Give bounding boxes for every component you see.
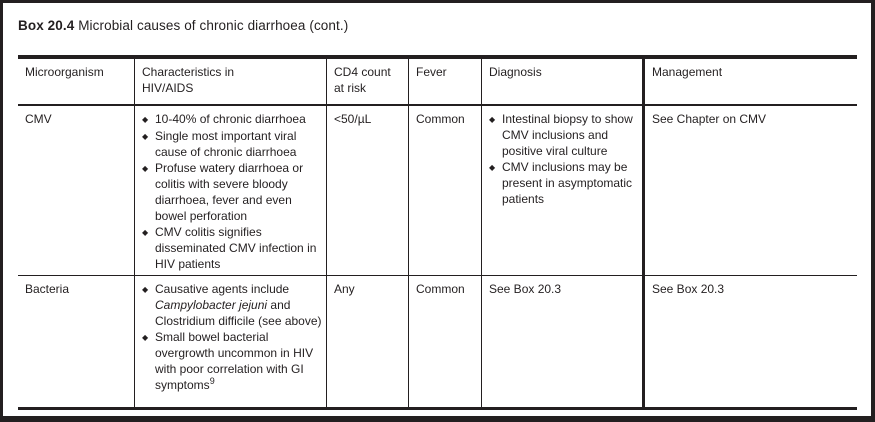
column-header [135, 59, 327, 104]
bullet-text [502, 159, 638, 207]
fever-cell: Common [409, 106, 482, 275]
text-segment: Intestinal biopsy to show CMV inclusions and positive viral culture [502, 112, 633, 158]
bullet-item [142, 111, 322, 128]
column-header-line: Characteristics in [142, 65, 235, 79]
table-row [18, 106, 857, 275]
table-row [18, 275, 857, 407]
column-header-line: Microorganism [25, 65, 104, 79]
bullet-text [155, 224, 322, 272]
characteristics-cell [135, 106, 327, 275]
text-segment: CMV colitis signifies disseminated CMV infection in HIV patients [155, 225, 317, 271]
diamond-bullet-icon: ◆ [489, 115, 496, 124]
bullet-text [155, 281, 322, 329]
text-segment: Single most important viral cause of chronic diarrhoea [155, 129, 297, 159]
diamond-bullet-icon: ◆ [142, 333, 149, 342]
diagnosis-cell [482, 106, 645, 275]
management-cell: See Box 20.3 [652, 282, 725, 296]
diamond-bullet-icon: ◆ [142, 285, 149, 294]
bullet-text [155, 329, 322, 393]
bullet-item [142, 329, 322, 393]
bullet-item [489, 159, 638, 207]
column-header [327, 59, 409, 104]
cd4-count-cell: <50/µL [327, 106, 409, 275]
text-segment: CMV inclusions may be present in asymptomatic patients [502, 160, 633, 206]
text-segment: and Clostridium difficile (see above) [155, 298, 322, 328]
management-cell: See Chapter on CMV [652, 112, 767, 126]
diagnosis-cell: See Box 20.3 [482, 276, 645, 407]
italic-species-name: Campylobacter jejuni [155, 298, 268, 312]
column-header-line: Diagnosis [489, 65, 542, 79]
bullet-text [155, 128, 322, 160]
text-segment: Small bowel bacterial overgrowth uncommon in HIV with poor correlation with GI symptoms [155, 330, 314, 392]
microbial-causes-table [18, 55, 857, 410]
fever-cell: Common [409, 276, 482, 407]
column-header [645, 59, 857, 104]
bullet-item [142, 281, 322, 329]
superscript-reference: 9 [209, 376, 215, 386]
column-header-line: HIV/AIDS [142, 81, 194, 95]
bullet-item [142, 128, 322, 160]
diamond-bullet-icon: ◆ [142, 115, 149, 124]
microorganism-cell: Bacteria [18, 276, 135, 407]
column-header-line: at risk [334, 81, 367, 95]
bullet-item [489, 111, 638, 159]
text-segment: Profuse watery diarrhoea or colitis with severe bloody diarrhoea, fever and even bowel perforation [155, 161, 304, 223]
bullet-item [142, 224, 322, 272]
table-header-row [18, 55, 857, 106]
text-segment: 10-40% of chronic diarrhoea [155, 112, 306, 126]
box-number: Box 20.4 [18, 18, 75, 33]
column-header-line: CD4 count [334, 65, 391, 79]
bullet-text [502, 111, 638, 159]
microorganism-cell: CMV [18, 106, 135, 275]
column-header [482, 59, 645, 104]
diamond-bullet-icon: ◆ [142, 228, 149, 237]
column-header-line: Management [652, 65, 723, 79]
diamond-bullet-icon: ◆ [142, 164, 149, 173]
bullet-text [155, 160, 322, 224]
bullet-text [155, 111, 322, 127]
column-header-line: Fever [416, 65, 447, 79]
column-header [409, 59, 482, 104]
box-title-text: Microbial causes of chronic diarrhoea (cont.) [78, 18, 349, 33]
diamond-bullet-icon: ◆ [489, 163, 496, 172]
box-title [18, 17, 871, 34]
column-header [18, 59, 135, 104]
text-segment: Causative agents include [155, 282, 290, 296]
characteristics-cell [135, 276, 327, 407]
bullet-item [142, 160, 322, 224]
cd4-count-cell: Any [327, 276, 409, 407]
diamond-bullet-icon: ◆ [142, 132, 149, 141]
